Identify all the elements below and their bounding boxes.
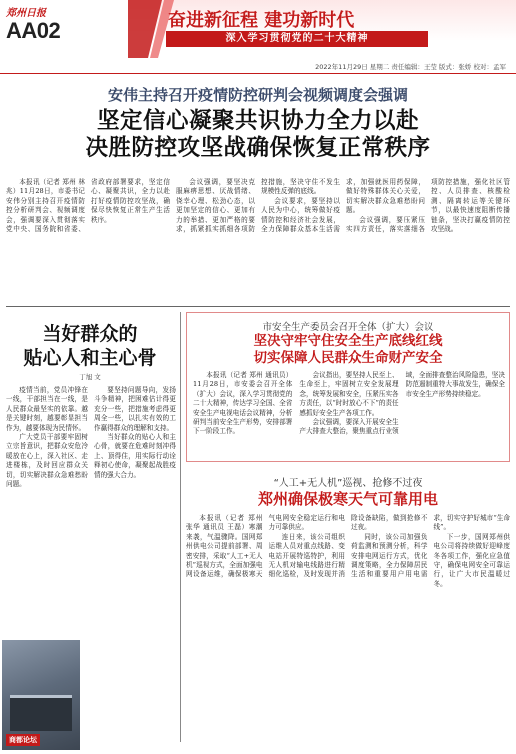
safety-kicker: 市安全生产委员会召开全体（扩大）会议 xyxy=(262,322,434,333)
commentary-byline: 丁旭 文 xyxy=(79,373,101,381)
paragraph: 疫情当前，党员冲锋在一线，干部担当在一线，是人民群众最坚实的依靠。越是关键时刻，越要彰显担当作为，越要体现为民情怀。 xyxy=(6,386,88,432)
banner-subtitle: 深入学习贯彻党的二十大精神 xyxy=(166,31,428,47)
paragraph: 本报讯（记者 郑州 林兆）11月28日，市委书记安伟分别主持召开疫情防控分析研判会、视频调度会，强调要深入贯彻落实党中央、国务院和省委、省政府部署要求，坚定信心、凝聚共识，全力以赴打好疫情防控攻坚战，确保尽快恢复正常生产生活秩序。 xyxy=(6,178,170,234)
safety-body xyxy=(193,371,505,459)
paragraph: 广大党员干部要牢固树立宗旨意识，把群众安危冷暖放在心上，深入社区、走进楼栋，及时回应群众关切，切实解决群众急难愁盼问题。 xyxy=(6,433,88,489)
lead-headline xyxy=(0,108,516,162)
power-headline: 郑州确保极寒天气可靠用电 xyxy=(257,490,438,508)
safety-headline xyxy=(187,333,509,367)
page-code: AA02 xyxy=(6,18,61,43)
edition-meta: 2022年11月29日 星期二 责任编辑：王莹 版式：张娇 校对：孟军 xyxy=(0,62,516,74)
commentary-headline xyxy=(4,322,176,370)
section-divider xyxy=(6,306,510,307)
paragraph: 会议强调，要坚决克服麻痹思想、厌战情绪、侥幸心理、松劲心态，以更加坚定的信心、更加有力的举措、更加严格的要求，抓紧抓实抓细各项防控措施，坚决守住不发生规模性反弹的底线。 xyxy=(176,178,340,234)
lead-kicker: 安伟主持召开疫情防控研判会视频调度会强调 xyxy=(107,86,408,104)
paragraph: 会议强调，要深入开展安全生产大排查大整治，聚焦重点行业领域，全面排查整治风险隐患，坚决防范遏制重特大事故发生，确保全市安全生产形势持续稳定。 xyxy=(299,371,505,436)
power-kicker: “人工+无人机”巡视、抢修不过夜 xyxy=(273,478,423,489)
lead-body xyxy=(6,178,510,302)
newspaper-logo: 郑州日报 xyxy=(6,8,46,19)
lead-headline-line-1: 坚定信心凝聚共识协力全力以赴 xyxy=(96,108,419,134)
lead-article xyxy=(0,74,516,304)
paragraph: 会议要求，要坚持以人民为中心，统筹做好疫情防控和经济社会发展，全力保障群众基本生活需求，加强就医用药保障，做好特殊群体关心关爱，切实解决群众急难愁盼问题。 xyxy=(261,178,425,234)
power-article xyxy=(186,470,510,754)
photo-object xyxy=(10,695,72,731)
paragraph: 会议强调，要压紧压实四方责任，落实落细各项防控措施，强化社区管控、人员排查、核酸检测、隔离转运等关键环节，以最快速度阻断传播链条，坚决打赢疫情防控攻坚战。 xyxy=(346,178,510,234)
paragraph: 会议指出，要坚持人民至上、生命至上，牢固树立安全发展理念，统筹发展和安全，压紧压实各方责任，以“时时放心不下”的责任感抓好安全生产各项工作。 xyxy=(299,371,399,417)
banner-title: 奋进新征程 建功新时代 xyxy=(168,10,355,31)
power-body xyxy=(186,514,510,750)
news-photo xyxy=(2,640,80,750)
photo-tag: 商都论坛 xyxy=(6,734,40,746)
paragraph: 当好群众的贴心人和主心骨，就要在危难时刻冲得上、顶得住，用实际行动诠释初心使命，凝聚起战胜疫情的强大合力。 xyxy=(94,433,176,479)
masthead xyxy=(0,0,516,71)
safety-headline-line-1: 坚决守牢守住安全生产底线红线 xyxy=(253,333,443,349)
paragraph: 连日来，该公司组织运维人员对重点线路、变电站开展特巡特护，利用无人机对输电线路进行精细化巡检，及时发现并消除设备缺陷，做到抢修不过夜。 xyxy=(268,514,428,579)
paragraph: 下一步，国网郑州供电公司将持续做好迎峰度冬各项工作，强化应急值守，确保电网安全可靠运行，让广大市民温暖过冬。 xyxy=(433,532,510,588)
safety-article xyxy=(186,312,510,462)
theme-banner xyxy=(128,0,516,58)
paragraph: 本报讯（记者 郑州 张华 通讯员 王磊）寒潮来袭，气温骤降。国网郑州供电公司提前部署、周密安排，采取“人工+无人机”巡视方式，全面加强电网设备运维，确保极寒天气电网安全稳定运行和电力可靠供应。 xyxy=(186,514,345,579)
paragraph: 本报讯（记者 郑州 通讯员）11月28日，市安委会召开全体（扩大）会议，深入学习贯彻党的二十大精神，传达学习全国、全省安全生产电视电话会议精神，分析研判当前安全生产形势，安排部署下一阶段工作。 xyxy=(193,371,293,436)
column-rule xyxy=(180,312,181,742)
safety-headline-line-2: 切实保障人民群众生命财产安全 xyxy=(253,350,443,366)
commentary-headline-line-1: 当好群众的 xyxy=(42,323,138,345)
paragraph: 同时，该公司加强负荷监测和预测分析，科学安排电网运行方式，优化调度策略，全力保障居民生活和重要用户用电需求，切实守护好城市“生命线”。 xyxy=(351,514,510,579)
commentary-headline-line-2: 贴心人和主心骨 xyxy=(23,347,157,369)
paragraph: 要坚持问题导向，发扬斗争精神，把困难估计得更充分一些，把措施考虑得更周全一些，以扎实有效的工作赢得群众的理解和支持。 xyxy=(94,386,176,432)
lead-headline-line-2: 决胜防控攻坚战确保恢复正常秩序 xyxy=(85,135,431,161)
